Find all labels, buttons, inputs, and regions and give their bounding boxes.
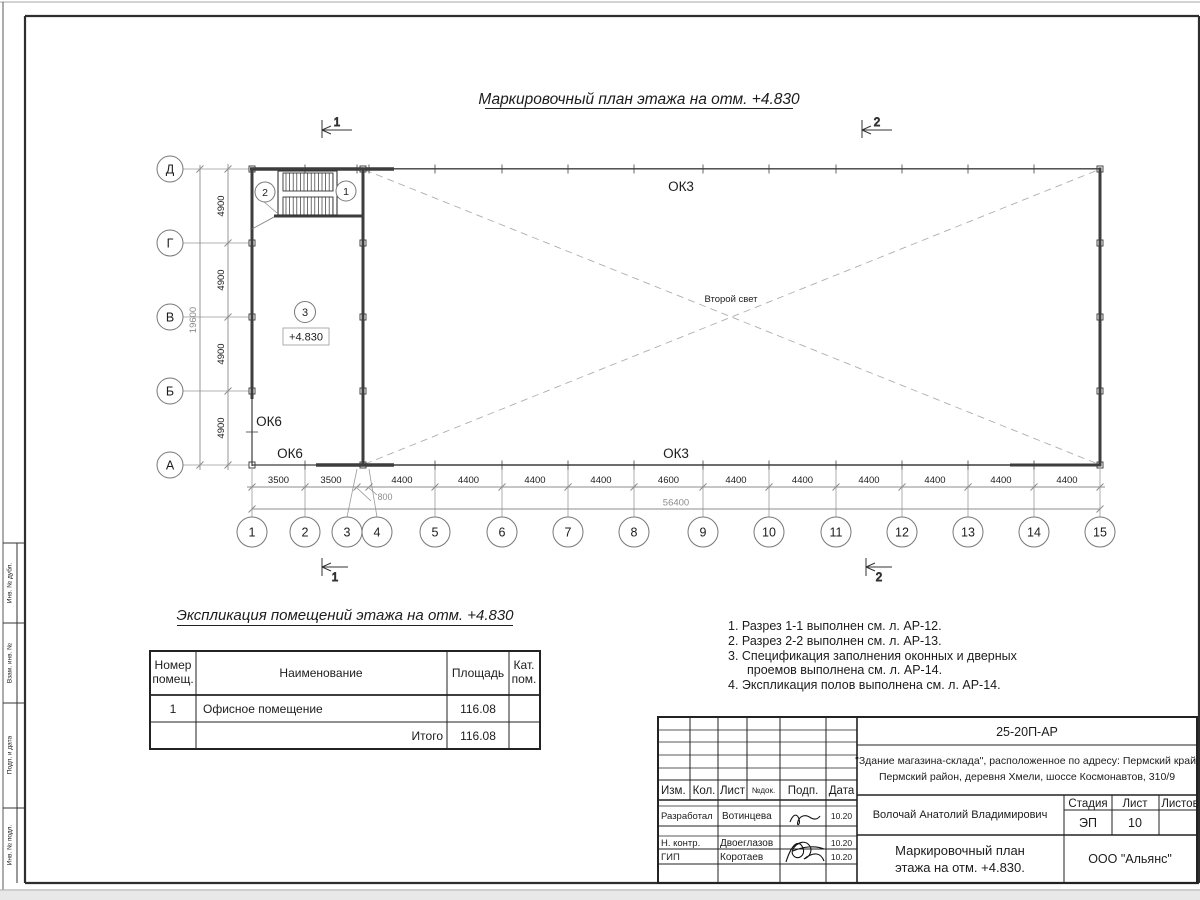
tb-role-ncontr: Н. контр. xyxy=(661,838,701,849)
dim-total-width: 56400 xyxy=(662,497,690,509)
row-axis-label: Б xyxy=(165,384,175,399)
dimension-value: 4400 xyxy=(391,475,413,486)
room-number: 3 xyxy=(301,307,309,319)
col-header-name: Наименование xyxy=(279,666,363,680)
section-label-2-top: 2 xyxy=(873,117,881,129)
tb-date-gip: 10.20 xyxy=(830,852,853,862)
window-mark-ok3-top: ОК3 xyxy=(668,179,694,194)
row-axis-label: А xyxy=(165,458,175,473)
dimension-value: 4900 xyxy=(216,195,227,217)
window-mark-ok6-bottom: ОК6 xyxy=(277,446,303,461)
explication-title: Экспликация помещений этажа на отм. +4.830 xyxy=(176,607,514,624)
note-line: 3. Спецификация заполнения оконных и дверных xyxy=(728,649,1017,663)
second-light-label: Второй свет xyxy=(704,294,758,305)
column-axis-label: 14 xyxy=(1027,525,1041,540)
column-axis-label: 2 xyxy=(301,525,309,540)
dimension-value: 4400 xyxy=(524,475,546,486)
stair-mark-left: 2 xyxy=(262,186,268,199)
column-axis-label: 3 xyxy=(343,525,351,540)
note-line: проемов выполнена см. л. АР-14. xyxy=(747,663,943,677)
row-axis-label: В xyxy=(165,310,175,325)
tb-header-kol: Кол. xyxy=(692,785,716,797)
tb-stage-label: Стадия xyxy=(1068,798,1108,810)
dimension-value: 4900 xyxy=(216,343,227,365)
stair-mark-right: 1 xyxy=(343,185,349,198)
col-header-number: Номер xyxy=(154,658,192,672)
tb-name-developer: Вотинцева xyxy=(722,811,772,822)
room-row-number: 1 xyxy=(169,702,177,716)
column-axis-label: 7 xyxy=(564,525,572,540)
tb-header-izm: Изм. xyxy=(661,785,686,797)
tb-project-line1: "Здание магазина-склада", расположенное по адресу: Пермский край, xyxy=(855,755,1199,767)
tb-header-list: Лист xyxy=(720,785,745,797)
column-axis-label: 9 xyxy=(699,525,707,540)
elevation-label: +4.830 xyxy=(289,331,323,344)
plan-title-group xyxy=(478,91,800,109)
section-label-1-bottom: 1 xyxy=(331,572,339,584)
dimension-value: 4600 xyxy=(657,475,680,486)
row-axis-label: Д xyxy=(165,162,175,177)
section-label-2-bottom: 2 xyxy=(875,572,883,584)
dimension-value: 4400 xyxy=(590,475,612,486)
dimension-value: 4400 xyxy=(858,475,880,486)
column-axis-label: 8 xyxy=(630,525,638,540)
column-axis-label: 13 xyxy=(961,525,975,540)
tb-sheet-value: 10 xyxy=(1128,816,1142,830)
col-header-cat-2: пом. xyxy=(511,672,537,686)
tb-drawing-title-2: этажа на отм. +4.830. xyxy=(895,860,1025,875)
note-line: 2. Разрез 2-2 выполнен см. л. АР-13. xyxy=(728,634,942,648)
column-axis-label: 10 xyxy=(762,525,776,540)
column-axis-label: 12 xyxy=(895,525,909,540)
tb-stage-value: ЭП xyxy=(1079,816,1097,830)
side-stamp-label: Подп. и дата xyxy=(6,735,14,775)
dimension-value: 4400 xyxy=(924,475,946,486)
tb-header-podp: Подп. xyxy=(787,785,819,797)
tb-header-doc: №док. xyxy=(751,786,776,795)
column-axis-label: 5 xyxy=(431,525,439,540)
column-axis-label: 11 xyxy=(829,525,843,540)
tb-sheets-label: Листов xyxy=(1161,798,1199,810)
total-label: Итого xyxy=(411,729,443,743)
side-stamp-label: Взам. инв. № xyxy=(6,642,14,684)
tb-name-ncontr: Двоеглазов xyxy=(720,838,774,849)
tb-header-data: Дата xyxy=(828,785,855,797)
section-label-1-top: 1 xyxy=(333,117,341,129)
dimension-value: 4400 xyxy=(990,475,1012,486)
note-line: 1. Разрез 1-1 выполнен см. л. АР-12. xyxy=(728,619,942,633)
dimension-value: 3500 xyxy=(320,475,342,486)
tb-sheet-label: Лист xyxy=(1122,798,1148,810)
tb-role-developer: Разработал xyxy=(661,811,713,822)
tb-project-line2: Пермский район, деревня Хмели, шоссе Космонавтов, 310/9 xyxy=(878,771,1176,783)
note-line: 4. Экспликация полов выполнена см. л. АР-14. xyxy=(728,678,1001,692)
tb-chief-name: Волочай Анатолий Владимирович xyxy=(872,809,1048,821)
dimension-value: 4400 xyxy=(791,475,814,486)
dimension-value: 4400 xyxy=(457,475,480,486)
room-row-area: 116.08 xyxy=(460,702,496,716)
tb-company: ООО "Альянс" xyxy=(1088,852,1172,866)
dimension-value: 3500 xyxy=(267,475,290,486)
dimension-value: 4900 xyxy=(216,269,227,291)
dim-total-height: 19600 xyxy=(188,306,199,334)
tb-date-ncontr: 10.20 xyxy=(830,838,853,848)
dim-gap-800: 800 xyxy=(377,492,393,502)
row-axis-label: Г xyxy=(166,236,174,251)
column-axis-label: 1 xyxy=(248,525,256,540)
plan-title: Маркировочный план этажа на отм. +4.830 xyxy=(478,91,800,108)
side-stamp-label: Инв. № дубл. xyxy=(6,562,14,604)
tb-date-developer: 10.20 xyxy=(830,811,853,821)
tb-name-gip: Коротаев xyxy=(720,852,764,863)
col-header-number-2: помещ. xyxy=(152,672,194,686)
window-mark-ok3-bottom: ОК3 xyxy=(663,446,689,461)
dimension-value: 4900 xyxy=(216,417,227,439)
dimension-value: 4400 xyxy=(725,475,747,486)
column-axis-label: 4 xyxy=(373,525,381,540)
total-area: 116.08 xyxy=(460,729,496,743)
tb-role-gip: ГИП xyxy=(661,852,680,863)
col-header-area: Площадь xyxy=(451,666,505,680)
column-axis-label: 6 xyxy=(498,525,506,540)
column-axis-label: 15 xyxy=(1093,525,1107,540)
col-header-cat: Кат. xyxy=(513,658,535,672)
window-mark-ok6-wall: ОК6 xyxy=(256,414,282,429)
room-row-name: Офисное помещение xyxy=(203,702,323,716)
dimension-value: 4400 xyxy=(1056,475,1078,486)
tb-doc-number: 25-20П-АР xyxy=(996,725,1058,739)
tb-drawing-title-1: Маркировочный план xyxy=(895,843,1025,858)
side-stamp-label: Инв. № подл. xyxy=(6,824,14,866)
